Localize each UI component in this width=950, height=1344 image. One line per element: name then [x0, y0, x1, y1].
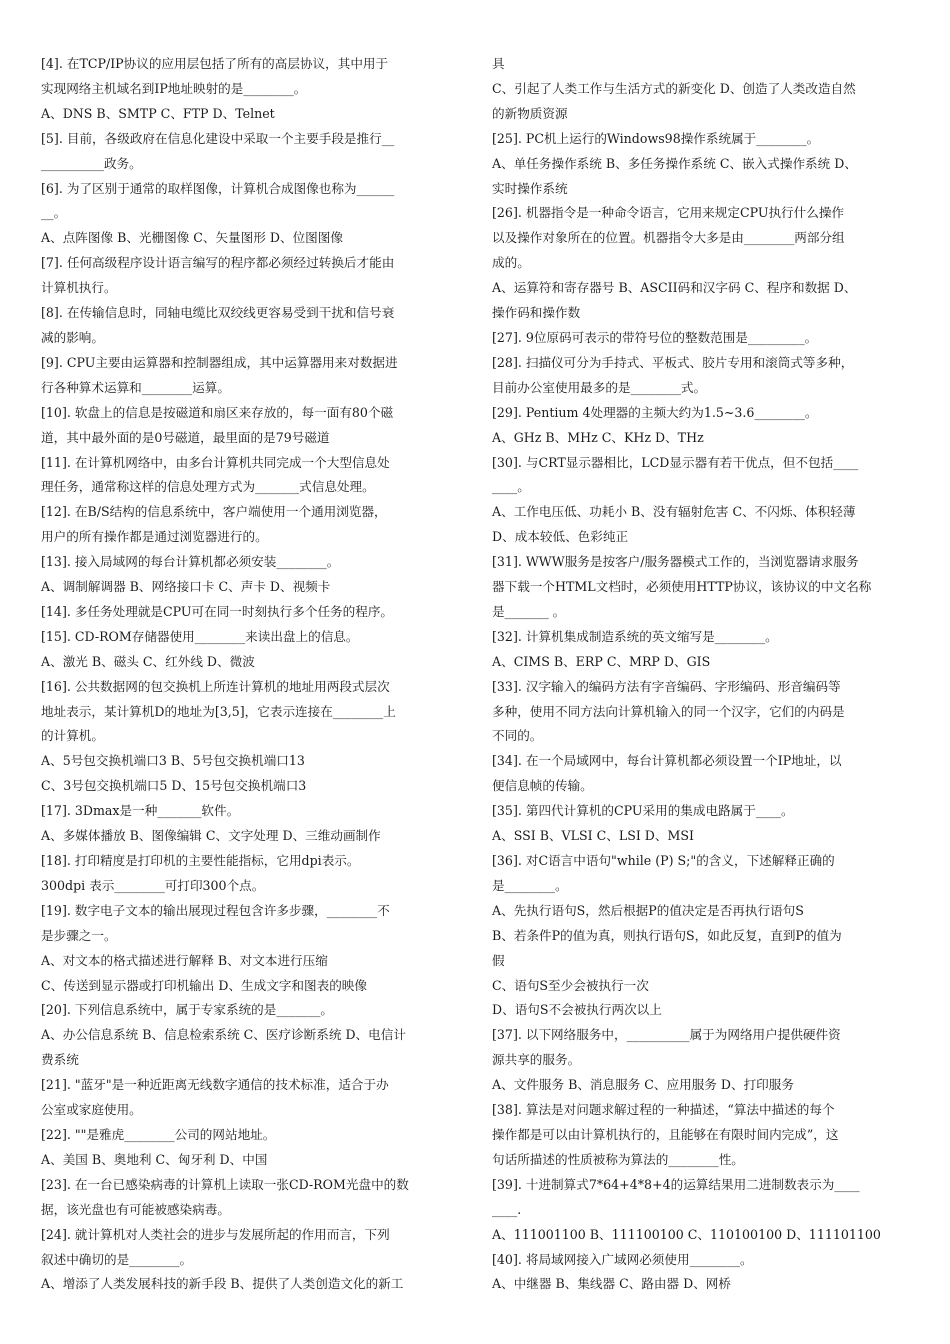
- right-column-text-line: D、语句S不会被执行两次以上: [492, 1002, 662, 1018]
- left-column-text-line: 减的影响。: [41, 329, 104, 345]
- left-column-text-line: [7]. 任何高级程序设计语言编写的程序都必须经过转换后才能由: [41, 255, 395, 271]
- left-column-text-line: C、3号包交换机端口5 D、15号包交换机端口3: [41, 778, 307, 794]
- right-column-text-line: [37]. 以下网络服务中，__________属于为网络用户提供硬件资: [492, 1027, 841, 1043]
- right-column-text-line: A、文件服务 B、消息服务 C、应用服务 D、打印服务: [492, 1077, 794, 1093]
- right-column-text-line: [39]. 十进制算式7*64+4*8+4的运算结果用二进制数表示为____: [492, 1176, 860, 1192]
- left-column-text-line: 据，该光盘也有可能被感染病毒。: [41, 1201, 230, 1217]
- left-column-text-line: A、办公信息系统 B、信息检索系统 C、医疗诊断系统 D、电信计: [41, 1027, 406, 1043]
- right-column-text-line: B、若条件P的值为真，则执行语句S，如此反复，直到P的值为: [492, 927, 842, 943]
- right-column-text-line: 句话所描述的性质被称为算法的________性。: [492, 1151, 744, 1167]
- left-column-text-line: 的计算机。: [41, 728, 104, 744]
- right-column-text-line: [40]. 将局域网接入广域网必须使用________。: [492, 1251, 753, 1267]
- right-column-text-line: [26]. 机器指令是一种命令语言，它用来规定CPU执行什么操作: [492, 205, 845, 221]
- right-column-text-line: [32]. 计算机集成制造系统的英文缩写是________。: [492, 628, 778, 644]
- right-column-text-line: ____。: [492, 479, 530, 495]
- right-column-text-line: 多种，使用不同方法向计算机输入的同一个汉字，它们的内码是: [492, 703, 845, 719]
- left-column-text-line: [12]. 在B/S结构的信息系统中，客户端使用一个通用浏览器，: [41, 504, 387, 520]
- right-column-text-line: 以及操作对象所在的位置。机器指令大多是由________两部分组: [492, 230, 845, 246]
- right-column-text-line: [38]. 算法是对问题求解过程的一种描述，“算法中描述的每个: [492, 1102, 835, 1118]
- right-column-text-line: 便信息帧的传输。: [492, 778, 593, 794]
- right-column-text-line: [27]. 9位原码可表示的带符号位的整数范围是_________。: [492, 329, 818, 345]
- left-column-text-line: [6]. 为了区别于通常的取样图像，计算机合成图像也称为______: [41, 180, 395, 196]
- left-column-text-line: C、传送到显示器或打印机输出 D、生成文字和图表的映像: [41, 977, 367, 993]
- right-column-text-line: A、中继器 B、集线器 C、路由器 D、网桥: [492, 1276, 731, 1292]
- right-column-text-line: 是_______ 。: [492, 603, 566, 619]
- left-column-text-line: A、调制解调器 B、网络接口卡 C、声卡 D、视频卡: [41, 579, 331, 595]
- right-column-text-line: 不同的。: [492, 728, 543, 744]
- right-column-text-line: [36]. 对C语言中语句"while (P) S;"的含义，下述解释正确的: [492, 853, 835, 868]
- left-column-text-line: A、多媒体播放 B、图像编辑 C、文字处理 D、三维动画制作: [41, 828, 381, 844]
- right-column-text-line: [31]. WWW服务是按客户/服务器模式工作的，当浏览器请求服务: [492, 554, 859, 570]
- left-column-text-line: 理任务，通常称这样的信息处理方式为_______式信息处理。: [41, 479, 375, 495]
- left-column-text-line: A、美国 B、奥地利 C、匈牙利 D、中国: [41, 1151, 268, 1167]
- right-column-text-line: C、引起了人类工作与生活方式的新变化 D、创造了人类改造自然: [492, 80, 856, 96]
- right-column-text-line: [25]. PC机上运行的Windows98操作系统属于________。: [492, 130, 820, 146]
- right-column-text-line: 具: [492, 56, 505, 71]
- left-column-text-line: [10]. 软盘上的信息是按磁道和扇区来存放的，每一面有80个磁: [41, 404, 394, 420]
- left-column-text-line: 用户的所有操作都是通过浏览器进行的。: [41, 529, 268, 545]
- left-column-text-line: [9]. CPU主要由运算器和控制器组成，其中运算器用来对数据进: [41, 354, 398, 370]
- left-column-text-line: A、点阵图像 B、光栅图像 C、矢量图形 D、位图图像: [41, 230, 343, 246]
- right-column-text-line: A、单任务操作系统 B、多任务操作系统 C、嵌入式操作系统 D、: [492, 155, 857, 171]
- right-column-text-line: 操作码和操作数: [492, 305, 581, 321]
- right-column-text-line: A、先执行语句S，然后根据P的值决定是否再执行语句S: [492, 902, 804, 918]
- left-column: [41, 52, 459, 1297]
- left-column-text-line: 道，其中最外面的是0号磁道，最里面的是79号磁道: [41, 429, 330, 445]
- right-column-text-line: D、成本较低、色彩纯正: [492, 529, 629, 545]
- left-column-text-line: [14]. 多任务处理就是CPU可在同一时刻执行多个任务的程序。: [41, 603, 394, 619]
- left-column-text-line: [13]. 接入局域网的每台计算机都必须安装________。: [41, 554, 340, 570]
- left-column-text-line: 费系统: [41, 1052, 79, 1068]
- left-column-text-line: [24]. 就计算机对人类社会的进步与发展所起的作用而言，下列: [41, 1226, 390, 1242]
- left-column-text-line: [17]. 3Dmax是一种_______软件。: [41, 803, 240, 819]
- left-column-text-line: 计算机执行。: [41, 280, 117, 296]
- left-column-text-line: A、增添了人类发展科技的新手段 B、提供了人类创造文化的新工: [41, 1276, 404, 1292]
- left-column-text-line: [5]. 目前，各级政府在信息化建设中采取一个主要手段是推行__: [41, 130, 395, 146]
- right-column-text-line: [34]. 在一个局域网中，每台计算机都必须设置一个IP地址，以: [492, 753, 842, 769]
- right-column: [492, 52, 912, 1297]
- left-column-text-line: A、激光 B、磁头 C、红外线 D、微波: [41, 653, 255, 669]
- left-column-text-line: 公室或家庭使用。: [41, 1102, 142, 1118]
- right-column-text-line: A、111001100 B、111100100 C、110100100 D、111101100: [492, 1226, 881, 1242]
- right-column-text-line: A、工作电压低、功耗小 B、没有辐射危害 C、不闪烁、体积轻薄: [492, 504, 856, 520]
- right-column-text-line: 是________。: [492, 877, 568, 893]
- right-column-text-line: [35]. 第四代计算机的CPU采用的集成电路属于____。: [492, 803, 794, 819]
- right-column-text-line: A、GHz B、MHz C、KHz D、THz: [492, 429, 704, 445]
- left-column-text-line: __________政务。: [41, 155, 142, 171]
- left-column-text-line: 叙述中确切的是________。: [41, 1251, 193, 1267]
- right-column-text-line: A、SSI B、VLSI C、LSI D、MSI: [492, 828, 694, 844]
- left-column-text-line: [18]. 打印精度是打印机的主要性能指标，它用dpi表示。: [41, 853, 360, 868]
- right-column-text-line: 假: [492, 952, 505, 968]
- right-column-text-line: A、运算符和寄存器号 B、ASCII码和汉字码 C、程序和数据 D、: [492, 280, 857, 296]
- right-column-text-line: [29]. Pentium 4处理器的主频大约为1.5~3.6________。: [492, 404, 818, 420]
- left-column-text-line: [15]. CD-ROM存储器使用________来读出盘上的信息。: [41, 628, 359, 644]
- right-column-text-line: 成的。: [492, 255, 530, 271]
- left-column-text-line: [22]. ""是雅虎________公司的网站地址。: [41, 1126, 276, 1142]
- right-column-text-line: 目前办公室使用最多的是________式。: [492, 379, 707, 395]
- left-column-text-line: [21]. "蓝牙"是一种近距离无线数字通信的技术标准，适合于办: [41, 1077, 389, 1093]
- left-column-text-line: A、DNS B、SMTP C、FTP D、Telnet: [41, 105, 275, 121]
- left-column-text-line: [16]. 公共数据网的包交换机上所连计算机的地址用两段式层次: [41, 678, 390, 694]
- right-column-text-line: 操作都是可以由计算机执行的，且能够在有限时间内完成”，这: [492, 1126, 839, 1142]
- left-column-text-line: __。: [41, 205, 67, 221]
- right-column-text-line: 的新物质资源: [492, 105, 568, 121]
- right-column-text-line: 器下载一个HTML文档时，必须使用HTTP协议，该协议的中文名称: [492, 579, 872, 595]
- right-column-text-line: C、语句S至少会被执行一次: [492, 977, 649, 993]
- left-column-text-line: [11]. 在计算机网络中，由多台计算机共同完成一个大型信息处: [41, 454, 390, 470]
- left-column-text-line: [19]. 数字电子文本的输出展现过程包含许多步骤，________不: [41, 902, 390, 918]
- left-column-text-line: 行各种算术运算和________运算。: [41, 379, 230, 395]
- right-column-text-line: [30]. 与CRT显示器相比，LCD显示器有若干优点，但不包括____: [492, 454, 859, 470]
- left-column-text-line: A、5号包交换机端口3 B、5号包交换机端口13: [41, 753, 305, 769]
- left-column-text-line: 是步骤之一。: [41, 927, 117, 943]
- left-column-text-line: 地址表示，某计算机D的地址为[3,5]，它表示连接在________上: [41, 703, 396, 719]
- left-column-text-line: 实现网络主机域名到IP地址映射的是________。: [41, 80, 307, 96]
- right-column-text-line: 实时操作系统: [492, 180, 568, 196]
- left-column-text-line: [20]. 下列信息系统中，属于专家系统的是_______。: [41, 1002, 334, 1018]
- right-column-text-line: 源共享的服务。: [492, 1052, 581, 1068]
- left-column-text-line: [8]. 在传输信息时，同轴电缆比双绞线更容易受到干扰和信号衰: [41, 305, 395, 321]
- left-column-text-line: 300dpi 表示________可打印300个点。: [41, 877, 265, 893]
- right-column-text-line: A、CIMS B、ERP C、MRP D、GIS: [492, 653, 711, 669]
- left-column-text-line: [4]. 在TCP/IP协议的应用层包括了所有的高层协议，其中用于: [41, 56, 389, 71]
- right-column-text-line: [33]. 汉字输入的编码方法有字音编码、字形编码、形音编码等: [492, 678, 841, 694]
- right-column-text-line: ____.: [492, 1201, 522, 1217]
- right-column-text-line: [28]. 扫描仪可分为手持式、平板式、胶片专用和滚筒式等多种，: [492, 354, 854, 370]
- left-column-text-line: A、对文本的格式描述进行解释 B、对文本进行压缩: [41, 952, 328, 968]
- left-column-text-line: [23]. 在一台已感染病毒的计算机上读取一张CD-ROM光盘中的数: [41, 1176, 409, 1192]
